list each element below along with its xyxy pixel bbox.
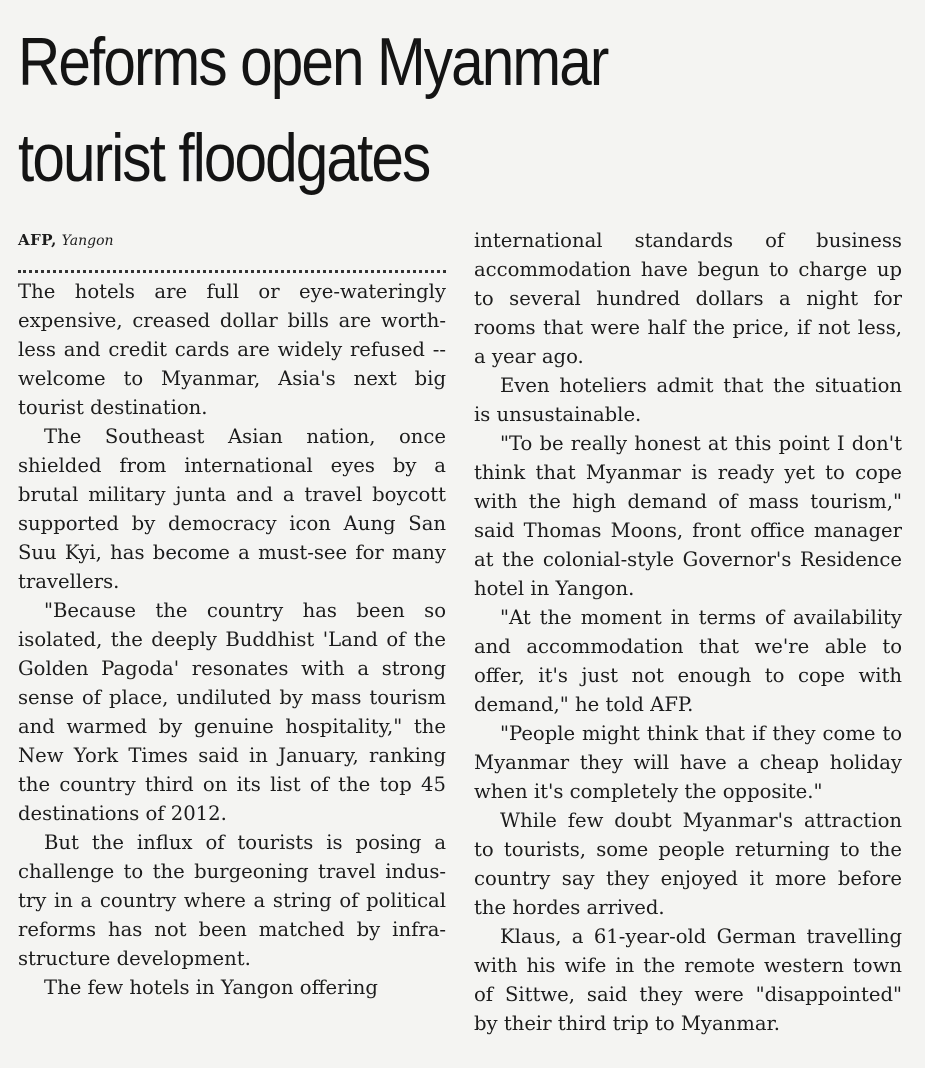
- paragraph: "People might think that if they come to Myanmar they will have a cheap holiday when it's completely the opposite.": [474, 722, 902, 803]
- paragraph: The few hotels in Yangon offering: [44, 976, 378, 999]
- paragraph: The hotels are full or eye-wateringly expensive, creased dollar bills are worthless and credit cards are widely refused -- welcome to Myanmar, Asia's next big tourist destination.: [18, 280, 446, 419]
- paragraph: Klaus, a 61-year-old German travelling with his wife in the remote western town of Sittwe, said they were "disappointed" by their third trip to Myanmar.: [474, 925, 902, 1035]
- byline-divider: [18, 255, 446, 273]
- article-column-left: [18, 226, 446, 1002]
- paragraph: "At the moment in terms of availability and accommodation that we're able to offer, it's just not enough to cope with demand," he told AFP.: [474, 606, 902, 716]
- headline: [18, 14, 792, 206]
- paragraph: While few doubt Myanmar's attraction to tourists, some people returning to the country say they enjoyed it more before the hordes arrived.: [474, 809, 902, 919]
- article-column-right: [474, 226, 902, 1038]
- paragraph: Even hoteliers admit that the situation is unsustainable.: [474, 374, 902, 426]
- byline-location: Yangon: [61, 233, 114, 249]
- paragraph: international standards of business accommodation have begun to charge up to several hundred dollars a night for rooms that were half the price, if not less, a year ago.: [474, 229, 902, 368]
- byline-agency: AFP,: [18, 231, 57, 249]
- paragraph: The Southeast Asian nation, once shielded from international eyes by a brutal military junta and a travel boycott supported by democracy icon Aung San Suu Kyi, has become a must-see for many travellers.: [18, 425, 446, 593]
- headline-line-2: tourist floodgates: [18, 120, 430, 196]
- byline: [18, 226, 446, 255]
- paragraph: "Because the country has been so isolated, the deeply Buddhist 'Land of the Golden Pagoda' resonates with a strong sense of place, undiluted by mass tourism and warmed by genuine hospitality," the New York Times said in January, ranking the country third on its list of the top 45 destinations of 2012.: [18, 599, 446, 825]
- headline-line-1: Reforms open Myanmar: [18, 24, 608, 100]
- paragraph: "To be really honest at this point I don't think that Myanmar is ready yet to cope with the high demand of mass tourism," said Thomas Moons, front office manager at the colonial-style Governor's Residence hotel in Yangon.: [474, 432, 902, 600]
- paragraph: But the influx of tourists is posing a challenge to the burgeoning travel industry in a country where a string of political reforms has not been matched by infrastructure development.: [18, 831, 446, 970]
